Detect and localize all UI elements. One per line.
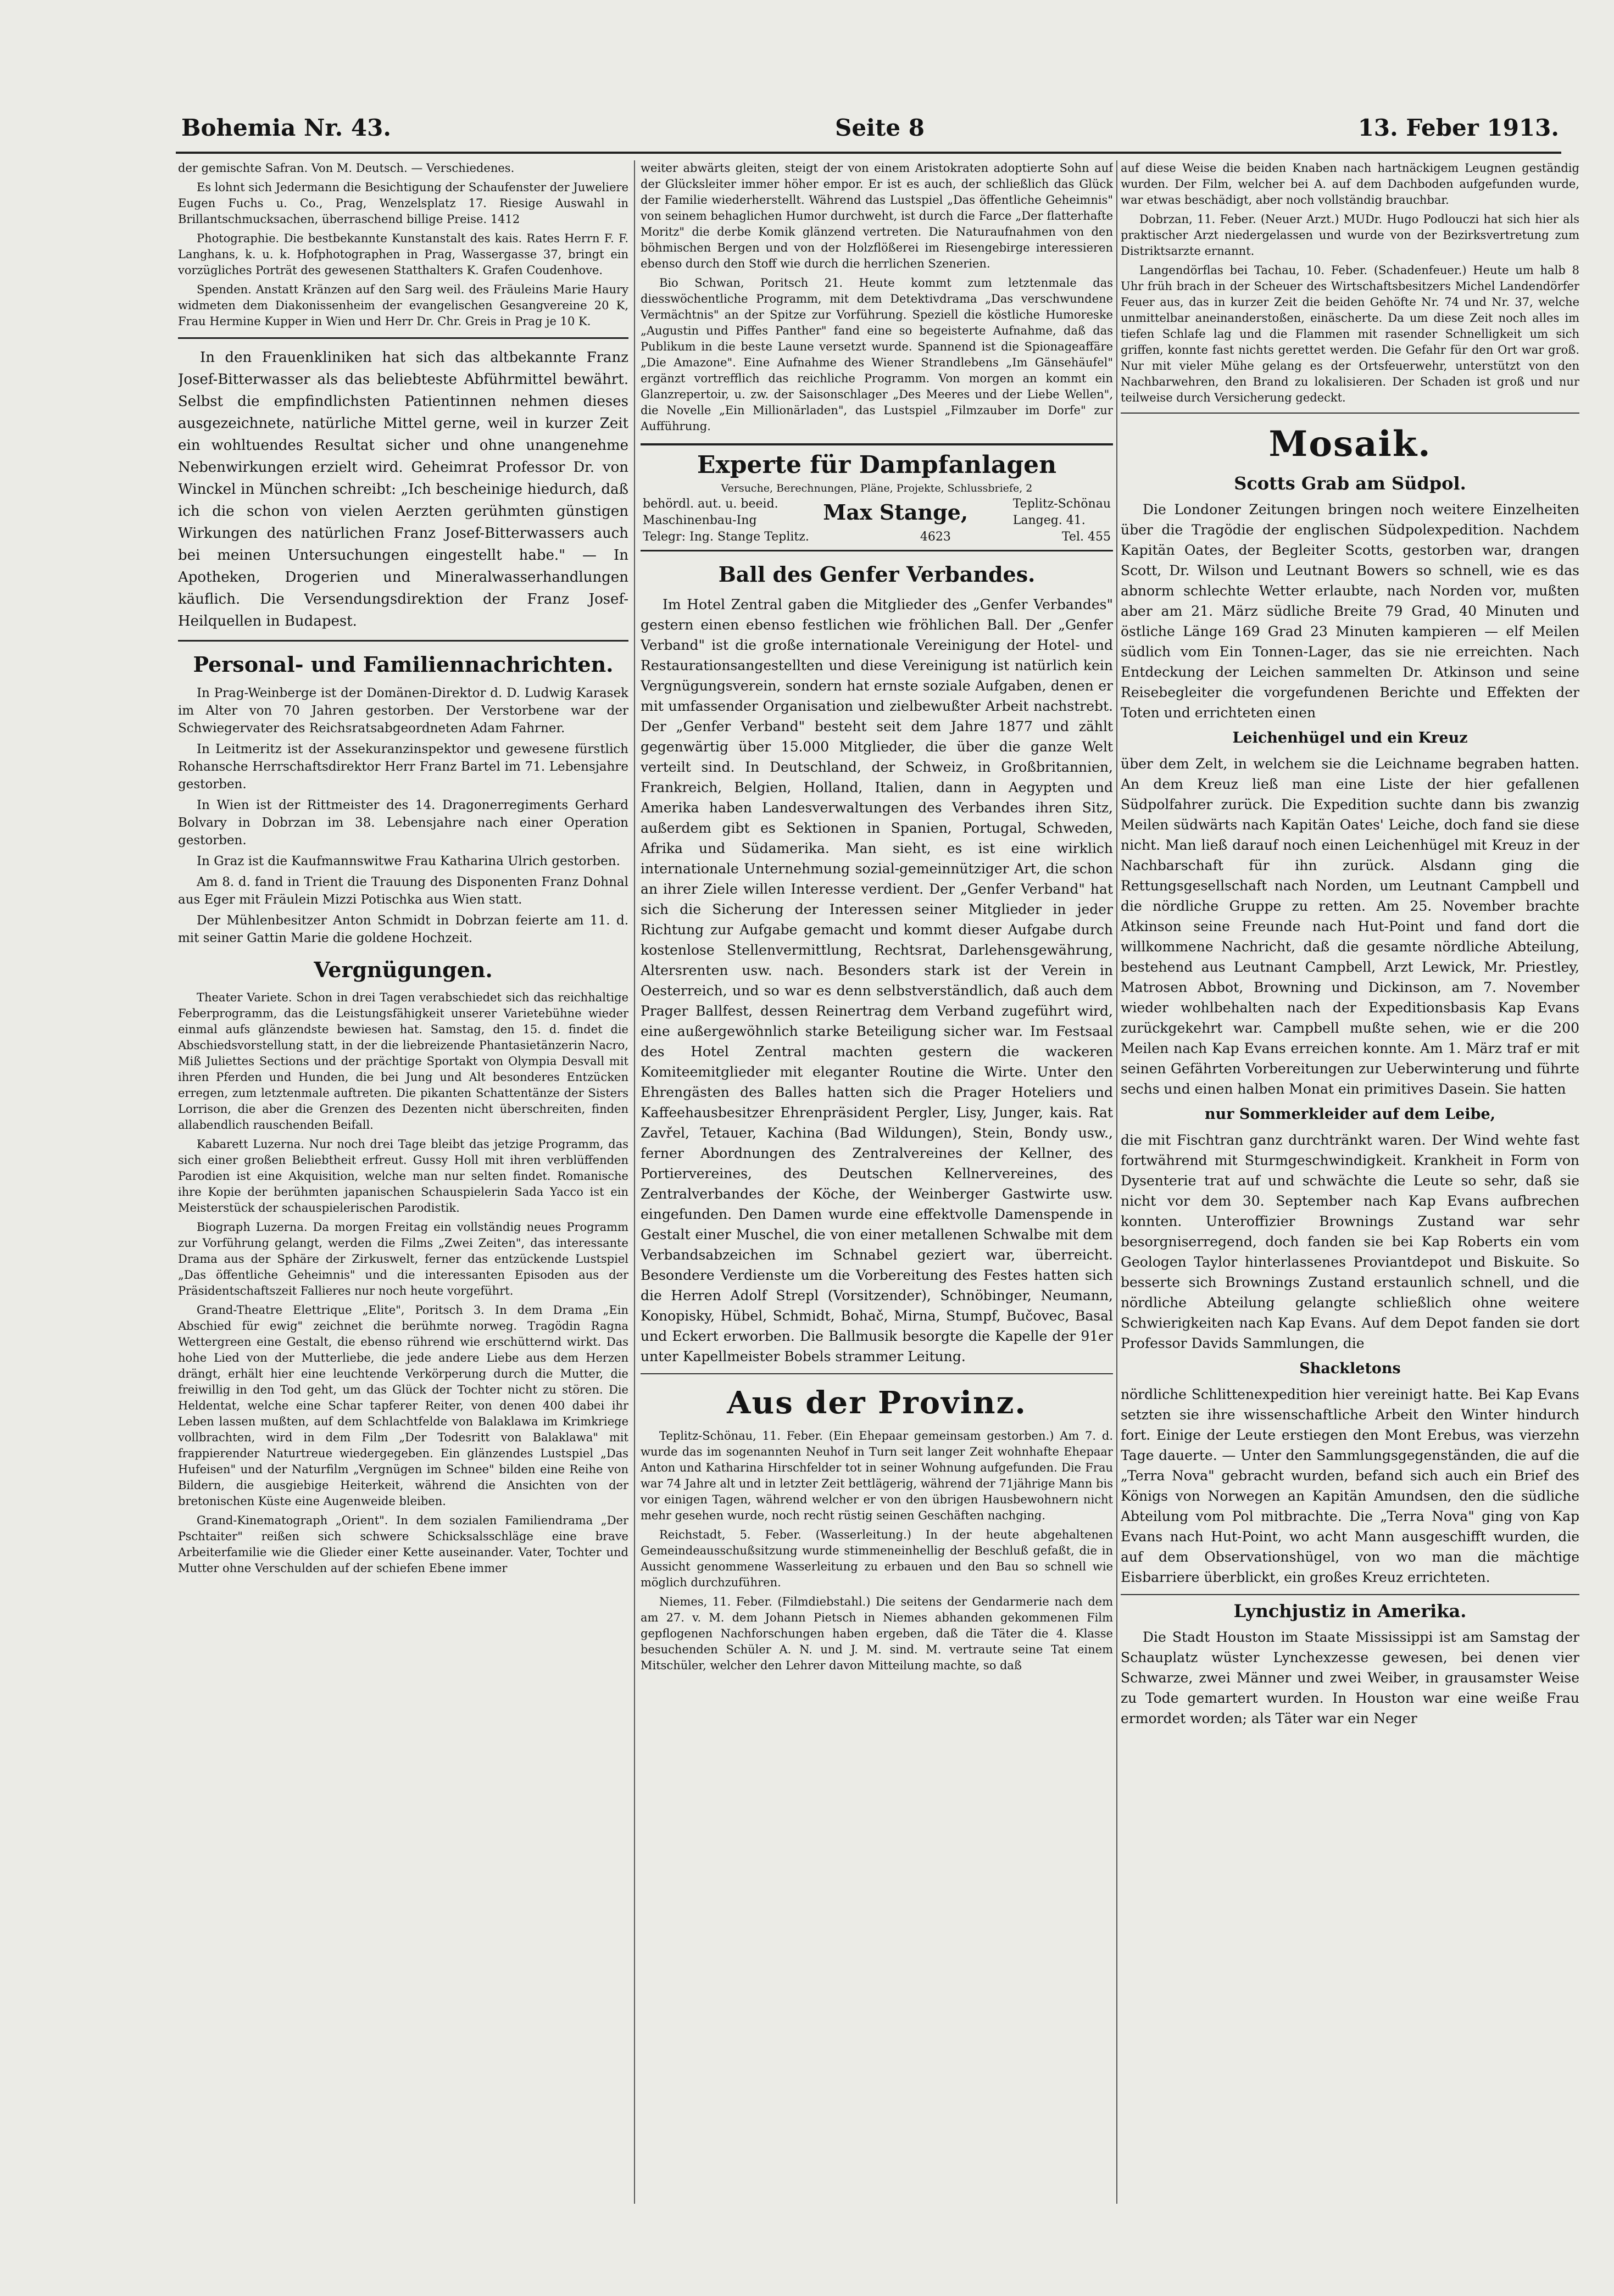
entertainment-item: Biograph Luzerna. Da morgen Freitag ein vollständig neues Programm zur Vorführung gelangt, werden die Films „Zwei Zeiten", das interessante Drama aus der Sphäre der Zirkuswelt, ferner das entzückende Lustspiel „Das öffentliche Geheimnis" und die interessanten Episoden aus der Präsidentschaftszeit Fallieres nur noch heute vorgeführt. [178,1221,628,1297]
page-header [181,114,1559,147]
heading-personal: Personal- und Familiennachrichten. [193,652,614,677]
ad-address: Teplitz-Schönau Langeg. 41. [1012,497,1111,527]
masthead-issue: Bohemia Nr. 43. [181,114,391,141]
section-rule [178,640,628,642]
column-2 [641,160,1113,2198]
entertainment-item: Theater Variete. Schon in drei Tagen verabschiedet sich das reichhaltige Feberprogramm, das die Leistungsfähigkeit unserer Varietebühne wieder einmal aufs glänzendste bewiesen hat. Samstag, den 15. d. findet die Abschiedsvorstellung statt, in der die liebreizende Phantasietänzerin Nacro, Miß Juliettes Sections und der prächtige Sportakt von Olympia Desvall mit ihren Pferden und Hunden, die bei Jung und Alt besonderes Entzücken erregen, zum letztenmale auftreten. Die pikanten Schattentänze der Sisters Lorrison, die aber die Grenzen des Dezenten nicht überschreiten, finden allabendlich rauschenden Beifall. [178,991,628,1132]
subheading-leichenhuegel: Leichenhügel und ein Kreuz [1232,729,1468,746]
entertainment-item: Grand-Theatre Elettrique „Elite", Poritsch 3. In dem Drama „Ein Abschied für ewig" zeichnet die berühmte norweg. Tragödin Ragna Wettergreen eine Gestalt, die ebenso rührend wie erschütternd wirkt. Das hohe Lied von der Mutterliebe, die jede andere Liebe aus dem Herzen drängt, erhält hier eine leuchtende Verkörperung durch die Mutter, die freiwillig in den Tod geht, um das Glück der Tochter nicht zu stören. Die Heldentat, welche eine Schar tapferer Reiter, von denen 400 dabei ihr Leben lassen mußten, auf dem Schlachtfelde von Balaklawa im Krimkriege vollbrachten, wird in dem Film „Der Todesritt von Balaklawa" mit frappierender Naturtreue wiedergegeben. Ein glänzendes Lustspiel „Das Hufeisen" und der Naturfilm „Vergnügen im Schnee" bilden eine Reihe von Bildern, die ausgiebige Heiterkeit, während die Ansichten von der bretonischen Küste eine Augenweide bleiben. [178,1303,628,1508]
ad-name: Max Stange, [823,500,969,525]
bitterwasser-ad: In den Frauenkliniken hat sich das altbekannte Franz Josef-Bitterwasser als das beliebteste Abführmittel bewährt. Selbst die empfindlichsten Patientinnen nehmen dieses ausgezeichnete, natürliche Mittel gerne, weil in kurzer Zeit ein wohltuendes Resultat sicher und ohne unangenehme Nebenwirkungen erzielt wird. Geheimrat Professor Dr. von Winckel in München schreibt: „Ich bescheinige hiedurch, daß ich die schon von vielen Aerzten gerühmten günstigen Wirkungen des natürlichen Franz Josef-Bitterwassers auch bei meinen Untersuchungen eingestellt habe." — In Apotheken, Drogerien und Mineralwasserhandlungen käuflich. Die Versendungsdirektion der Franz Josef-Heilquellen in Budapest. [178,349,628,629]
header-rule [176,152,1561,154]
entertainment-item: Grand-Kinematograph „Orient". In dem sozialen Familiendrama „Der Pschtaiter" reißen sich schwere Schicksalsschläge eine brave Arbeiterfamilie wie die Glieder einer Kette auseinander. Vater, Tochter und Mutter ohne Verschulden auf der schiefen Ebene immer [178,1514,628,1575]
ad-services: Versuche, Berechnungen, Pläne, Projekte, Schlussbriefe, 2 [721,482,1033,494]
article-continuation: weiter abwärts gleiten, steigt der von einem Aristokraten adoptierte Sohn auf der Glücksleiter immer höher empor. Er ist es auch, der schließlich das Glück der Familie wiederherstellt. Während das Lustspiel „Das öffentliche Geheimnis" von seinem behaglichen Humor durchweht, ist durch die Farce „Der flatterhafte Moritz" die derbe Komik glänzend vertreten. Die Naturaufnahmen von den böhmischen Bergen und von der Holzflößerei im Riesengebirge interessieren ebenso durch den Stoff wie durch die herrlichen Szenerien. [641,161,1113,270]
heading-ball: Ball des Genfer Verbandes. [718,562,1036,587]
heading-lynchjustiz: Lynchjustiz in Amerika. [1233,1601,1467,1621]
heading-vergnuegungen: Vergnügungen. [314,957,493,982]
subheading-sommerkleider: nur Sommerkleider auf dem Leibe, [1204,1106,1496,1123]
page-number: Seite 8 [835,114,925,141]
article-lynchjustiz: Die Stadt Houston im Staate Mississippi ist am Samstag der Schauplatz wüster Lynchexzesse gewesen, bei denen vier Schwarze, zwei Männer und zwei Weiber, in grausamster Weise zu Tode gemartert wurden. In Houston war eine weiße Frau ermordet worden; als Täter war ein Neger [1121,1629,1579,1726]
personal-item: In Graz ist die Kaufmannswitwe Frau Katharina Ulrich gestorben. [197,854,620,868]
column-1 [178,160,628,2198]
personal-item: Der Mühlenbesitzer Anton Schmidt in Dobrzan feierte am 11. d. mit seiner Gattin Marie die goldene Hochzeit. [178,913,628,945]
article-ball: Im Hotel Zentral gaben die Mitglieder des „Genfer Verbandes" gestern einen ebenso festlichen wie fröhlichen Ball. Der „Genfer Verband" ist die große internationale Vereinigung der Hotel- und Restaurationsangestellten und diese Vereinigung ist natürlich kein Vergnügungsverein, sondern hat ernste soziale Aufgaben, denen er mit umfassender Organisation und zielbewußter Arbeit nachstrebt. Der „Genfer Verband" besteht seit dem Jahre 1877 und zählt gegenwärtig über 15.000 Mitglieder, die über die ganze Welt verteilt sind. In Deutschland, der Schweiz, in Großbritannien, Frankreich, Belgien, Holland, Italien, dann in Aegypten und Amerika haben Landesverwaltungen des Verbandes ihren Sitz, außerdem gibt es Sektionen in Spanien, Portugal, Schweden, Afrika und Südamerika. Man sieht, es ist eine wirklich internationale Unternehmung sozial-gemeinnütziger Art, die schon an ihrer Ziele willen Interesse verdient. Der „Genfer Verband" hat sich die Sicherung der Interessen seiner Mitglieder in jeder Richtung zur Aufgabe gemacht und kommt dieser Aufgabe durch kostenlose Stellenvermittlung, Rechtsrat, Darlehensgewährung, Altersrenten usw. nach. Besonders stark ist der Verein in Oesterreich, und so war es denn selbstverständlich, daß auch dem Prager Ballfest, dessen Reinertrag dem Verband zugeführt wird, eine außergewöhnlich starke Beteiligung sicher war. Im Festsaal des Hotel Zentral machten gestern die wackeren Komiteemitglieder mit eleganter Routine die Wirte. Unter den Ehrengästen des Balles hatten sich die Prager Hoteliers und Kaffeehausbesitzer Ehrenpräsident Pergler, Lisy, Junger, kais. Rat Zavřel, Tetauer, Kachina (Bad Wildungen), Stein, Bondy usw., ferner Abordnungen des Zentralvereines der Kellner, des Portiervereines, des Deutschen Kellnervereines, des Zentralverbandes der Köche, der Weinberger Gastwirte usw. eingefunden. Den Damen wurde eine effektvolle Damenspende in Gestalt einer Muschel, die von einer metallenen Schwalbe mit dem Verbandsabzeichen im Schnabel geziert war, überreicht. Besondere Verdienste um die Vorbereitung des Festes hatten sich die Herren Adolf Strepl (Vorsitzender), Schnöbinger, Neumann, Konopisky, Hübel, Schmidt, Bohač, Mirna, Stumpf, Bučovec, Basal und Eckert erworben. Die Ballmusik besorgte die Kapelle der 91er unter Kapellmeister Bobels strammer Leitung. [641,597,1113,1364]
article-scott: die mit Fischtran ganz durchtränkt waren. Der Wind wehte fast fortwährend mit Sturmgeschwindigkeit. Krankheit in Form von Dysenterie trat auf und schwächte die Leute so sehr, daß sie nicht vor dem 30. September nach Kap Evans aufbrechen konnten. Unteroffizier Brownings Zustand war sehr besorgniserregend, doch fanden sie bei Kap Roberts ein vom Geologen Taylor hinterlassenes Proviantdepot und Biskuite. So besserte sich Brownings Zustand erstaunlich schnell, und die nördliche Abteilung gelangte schließlich ohne weitere Schwierigkeiten nach Kap Evans. Auf dem Depot fanden sie dort Professor Davids Sammlungen, die [1121,1132,1579,1351]
personal-item: Am 8. d. fand in Trient die Trauung des Disponenten Franz Dohnal aus Eger mit Fräulein Mizzi Potischka aus Wien statt. [178,875,628,907]
ad-credentials: behördl. aut. u. beeid. Maschinenbau-Ing [643,497,778,527]
notice-spenden: Spenden. Anstatt Kränzen auf den Sarg weil. des Fräuleins Marie Haury widmeten dem Diakonissenheim der evangelischen Gesangvereine 20 K, Frau Hermine Kupper in Wien und Herr Dr. Chr. Greis in Prag je 10 K. [178,283,628,328]
notice-photographie: Photographie. Die bestbekannte Kunstanstalt des kais. Rates Herrn F. F. Langhans, k. u. k. Hofphotographen in Prag, Wassergasse 37, bringt ein vorzügliches Porträt des gewesenen Statthalters K. Grafen Coudenhove. [178,232,628,277]
advertisement-stange [641,443,1113,551]
personal-item: In Prag-Weinberge ist der Domänen-Direktor d. D. Ludwig Karasek im Alter von 70 Jahren gestorben. Der Verstorbene war der Schwiegervater des Reichsratsabgeordneten Adam Fahrner. [178,686,628,735]
subheading-shackletons: Shackletons [1299,1360,1401,1377]
provinz-item: Niemes, 11. Feber. (Filmdiebstahl.) Die seitens der Gendarmerie nach dem am 27. v. M. dem Johann Pietsch in Niemes abhanden gekommenen Film gepflogenen Nachforschungen haben ergeben, daß die Täter die 4. Klasse besuchenden Schüler A. N. und J. M. sind. M. vertraute seine Tat einem Mitschüler, welcher den Lehrer davon Mitteilung machte, so daß [641,1595,1113,1672]
provinz-item: Langendörflas bei Tachau, 10. Feber. (Schadenfeuer.) Heute um halb 8 Uhr früh brach in der Scheuer des Wirtschaftsbesitzers Michel Landendörfer Feuer aus, das in kurzer Zeit die beiden Gehöfte Nr. 74 und Nr. 37, welche unmittelbar aneinanderstoßen, einäscherte. Da um diese Zeit noch alles im tiefen Schlafe lag und die Flammen mit rasender Schnelligkeit um sich griffen, konnte fast nichts gerettet werden. Die Gefahr für den Ort war groß. Nur mit vieler Mühe gelang es der Ortsfeuerwehr, unterstützt von den Nachbarwehren, den Brand zu lokalisieren. Der Schaden ist groß und nur teilweise durch Versicherung gedeckt. [1121,264,1579,404]
heading-provinz: Aus der Provinz. [727,1385,1027,1421]
article-scott: nördliche Schlittenexpedition hier vereinigt hatte. Bei Kap Evans setzten sie ihre wissenschaftliche Arbeit den Winter hindurch fort. Einige der Leute erstiegen den Mont Erebus, was vierzehn Tage dauerte. — Unter den Sammlungsgegenständen, die auf die „Terra Nova" gebracht wurden, befand sich auch ein Brief des Königs von Norwegen an Kapitän Amundsen, den die südliche Abteilung vom Pol mitbrachte. Die „Terra Nova" ging von Kap Evans nach Hut-Point, wo acht Mann ausgeschifft wurden, die auf dem Observationshügel, von wo man die mächtige Eisbarriere überblickt, ein großes Kreuz errichteten. [1121,1386,1579,1585]
notice-juweliere: Es lohnt sich Jedermann die Besichtigung der Schaufenster der Juweliere Eugen Fuchs u. Co., Prag, Wenzelsplatz 17. Riesige Auswahl in Brillantschmucksachen, überraschend billige Preise. 1412 [178,181,628,226]
notice-safran: der gemischte Safran. Von M. Deutsch. — Verschiedenes. [178,161,515,175]
personal-item: In Wien ist der Rittmeister des 14. Dragonerregiments Gerhard Bolvary in Dobrzan im 38. Lebensjahre nach einer Operation gestorben. [178,798,628,848]
ad-contact-row: Telegr: Ing. Stange Teplitz. 4623 Tel. 455 [643,530,1111,544]
provinz-item: Dobrzan, 11. Feber. (Neuer Arzt.) MUDr. Hugo Podlouczi hat sich hier als praktischer Arzt niedergelassen und wurde von der Bezirksvertretung zum Distriktsarzte ernannt. [1121,213,1579,258]
column-divider-1 [634,160,635,2204]
article-scott: Die Londoner Zeitungen bringen noch weitere Einzelheiten über die Tragödie der englischen Südpolexpedition. Nachdem Kapitän Oates, der Begleiter Scotts, gestorben war, drangen Scott, Dr. Wilson und Leutnant Bowers so schnell, wie es das abnorm schlechte Wetter erlaubte, nach Norden vor, mußten aber am 21. März südliche Breite 79 Grad, 40 Minuten und östliche Länge 169 Grad 23 Minuten kampieren — elf Meilen südlich vom Ein Tonnen-Lager, das sie nie erreichten. Nach Entdeckung der Leichen sammelten Dr. Atkinson und seine Reisebegleiter die vorgefundenen Berichte und Effekten der Toten und errichteten einen [1121,501,1579,721]
heading-scott: Scotts Grab am Südpol. [1234,473,1466,494]
article-continuation: auf diese Weise die beiden Knaben nach hartnäckigem Leugnen geständig wurden. Der Film, welcher bei A. auf dem Dachboden aufgefunden wurde, war etwas beschädigt, aber noch vollständig brauchbar. [1121,161,1579,207]
ad-name-row [643,496,1111,529]
provinz-item: Teplitz-Schönau, 11. Feber. (Ein Ehepaar gemeinsam gestorben.) Am 7. d. wurde das im sogenannten Neuhof in Turn seit langer Zeit wohnhafte Ehepaar Anton und Katharina Hirschfelder tot in seiner Wohnung aufgefunden. Die Frau war 74 Jahre alt und in letzter Zeit bettlägerig, während der 71jährige Mann bis vor einigen Tagen, während welcher er von den übrigen Hausbewohnern nicht mehr gesehen wurde, noch recht rüstig seinen Geschäften nachging. [641,1429,1113,1522]
column-divider-2 [1116,160,1117,2204]
notice-bio-schwan: Bio Schwan, Poritsch 21. Heute kommt zum letztenmale das diesswöchentliche Programm, mit dem Detektivdrama „Das verschwundene Vermächtnis" an der Spitze zur Vorführung. Speziell die köstliche Humoreske „Augustin und Piffes Panther" fand eine so begeisterte Aufnahme, daß das Publikum in die beste Laune versetzt wurde. Spannend ist die Spionageaffäre „Die Amazone". Eine Aufnahme des Wiener Strandlebens „Im Gänsehäufel" ergänzt vortrefflich das reichliche Programm. Von morgen an kommt ein Glanzrepertoir, u. zw. der Saisonschlager „Des Meeres und der Liebe Wellen", die Novelle „Ein Millionärladen", das Lustspiel „Filmzauber im Dorfe" zur Aufführung. [641,276,1113,433]
provinz-item: Reichstadt, 5. Feber. (Wasserleitung.) In der heute abgehaltenen Gemeindeausschußsitzung wurde stimmeneinhellig der Beschluß gefaßt, die in Aussicht genommene Wasserleitung zu erbauen und den Bau so schnell wie möglich durchzuführen. [641,1528,1113,1589]
section-rule [1121,1594,1579,1595]
section-rule [641,1373,1113,1374]
ad-title: Experte für Dampfanlagen [697,451,1057,479]
issue-date: 13. Feber 1913. [1357,114,1559,141]
heading-mosaik: Mosaik. [1268,423,1432,465]
section-rule [178,337,628,339]
entertainment-item: Kabarett Luzerna. Nur noch drei Tage bleibt das jetzige Programm, das sich einer großen Beliebtheit erfreut. Gussy Holl mit ihren verblüffenden Parodien ist eine Akquisition, welche man nur selten findet. Romanische ihre Kopie der berühmten japanischen Schauspielerin Sada Yacco ist ein Meisterstück der schauspielerischen Parodistik. [178,1138,628,1214]
article-scott: über dem Zelt, in welchem sie die Leichname begraben hatten. An dem Kreuz ließ man eine Liste der hier gefallenen Südpolfahrer zurück. Die Expedition suchte dann bis zwanzig Meilen südwärts nach Kapitän Oates' Leiche, doch fand sie diese nicht. Man ließ darauf noch einen Leichenhügel mit Kreuz in der Nachbarschaft für ihn zurück. Alsdann ging die Rettungsgesellschaft nach Norden, um Leutnant Campbell und die nördliche Gruppe zu retten. Am 25. November brachte Atkinson seine Freunde nach Hut-Point und fand dort die willkommene Nachricht, daß die gesamte nördliche Abteilung, bestehend aus Leutnant Campbell, Arzt Lewick, Mr. Priestley, Matrosen Abbot, Browning und Dickinson, am 7. November wieder wohlbehalten nach der Expeditionsbasis Kap Evans zurückgekehrt war. Campbell mußte sehen, wie er die 200 Meilen nach Kap Evans erreichen konnte. Am 1. März traf er mit seinen Gefährten Vorbereitungen zur Ueberwinterung und führte sechs und einen halben Monat ein primitives Dasein. Sie hatten [1121,756,1579,1097]
section-rule [1121,413,1579,414]
column-3 [1121,160,1579,2198]
personal-item: In Leitmeritz ist der Assekuranzinspektor und gewesene fürstlich Rohansche Herrschaftsdirektor Herr Franz Bartel im 71. Lebensjahre gestorben. [178,742,628,792]
